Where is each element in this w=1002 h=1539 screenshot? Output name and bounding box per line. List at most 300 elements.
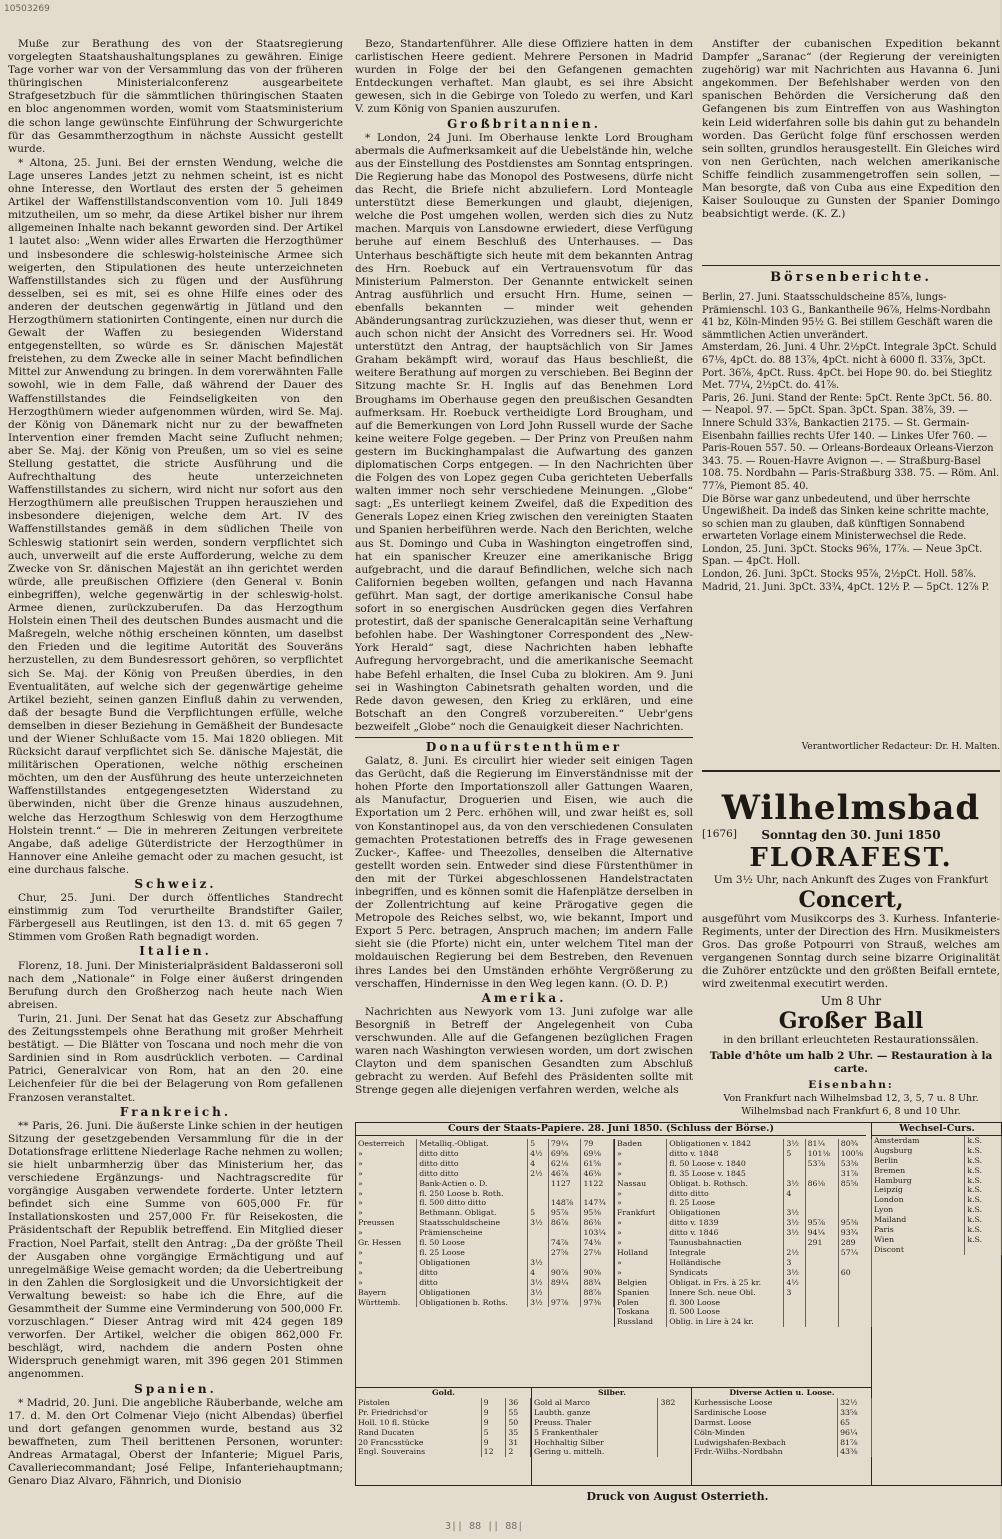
stock-report: London, 26. Juni. 3pCt. Stocks 95⅞, 2½pCt. Holl. 58⅞. xyxy=(702,569,977,581)
table-cell xyxy=(581,1189,614,1199)
table-cell: 46⅜ xyxy=(581,1169,614,1179)
table-cell: 86⅛ xyxy=(805,1179,838,1189)
table-cell: 90⅞ xyxy=(548,1268,581,1278)
table-cell: 2 xyxy=(506,1447,531,1457)
table-cell: 3½ xyxy=(528,1288,549,1298)
table-cell: 3½ xyxy=(528,1218,549,1228)
table-cell: 65 xyxy=(838,1418,872,1428)
table-row xyxy=(615,1307,872,1317)
table-cell: Cöln-Minden xyxy=(692,1428,838,1438)
table-row xyxy=(356,1189,614,1199)
table-row xyxy=(356,1238,614,1248)
table-cell: » xyxy=(356,1149,417,1159)
table-cell: 69⅛ xyxy=(581,1149,614,1159)
table-cell: Bayern xyxy=(356,1288,417,1298)
table-row xyxy=(356,1288,614,1298)
table-cell: 88¾ xyxy=(581,1278,614,1288)
table-row xyxy=(356,1208,614,1218)
ad-number: [1676] xyxy=(702,828,737,840)
table-cell: Holländische xyxy=(667,1258,784,1268)
table-cell xyxy=(805,1307,838,1317)
table-row xyxy=(872,1185,1002,1195)
table-cell: 60 xyxy=(838,1268,871,1278)
table-row xyxy=(872,1235,1002,1245)
table-row xyxy=(356,1408,531,1418)
table-row xyxy=(872,1205,1002,1215)
table-cell: Nassau xyxy=(615,1179,667,1189)
table-cell: » xyxy=(356,1159,417,1169)
table-cell: 53⅜ xyxy=(838,1159,871,1169)
table-cell: Obligationen xyxy=(667,1208,784,1218)
silver-table xyxy=(532,1398,692,1457)
table-cell: k.S. xyxy=(965,1146,1002,1156)
table-row xyxy=(356,1179,614,1189)
table-cell: 53⅞ xyxy=(805,1159,838,1169)
article-paragraph: Florenz, 18. Juni. Der Ministerialpräsident Baldasseroni soll nach dem „Nationale“ in Folge einer äußerst dringenden Berufung durch den Großherzog nach heute nach Wien abreisen. xyxy=(8,959,343,1011)
table-cell: Amsterdam xyxy=(872,1136,965,1146)
table-cell: 89¼ xyxy=(548,1278,581,1288)
table-row xyxy=(615,1159,872,1169)
table-row xyxy=(872,1195,1002,1205)
column-2 xyxy=(355,38,693,1097)
table-row xyxy=(615,1268,872,1278)
table-cell: 2½ xyxy=(784,1248,805,1258)
table-row xyxy=(532,1438,692,1448)
table-row xyxy=(356,1159,614,1169)
ad-concert: Concert, xyxy=(798,887,904,913)
table-cell xyxy=(784,1238,805,1248)
table-cell: 93¾ xyxy=(838,1228,871,1238)
table-cell: Bethmann. Obligat. xyxy=(417,1208,528,1218)
table-row xyxy=(615,1149,872,1159)
table-cell: » xyxy=(356,1278,417,1288)
table-row xyxy=(615,1169,872,1179)
table-cell: fl. 25 Loose xyxy=(417,1248,528,1258)
table-cell: Bank-Actien o. D. xyxy=(417,1179,528,1189)
ad-table: Table d'hôte um halb 2 Uhr. — Restauration à la carte. xyxy=(709,1050,993,1075)
table-row xyxy=(356,1139,614,1149)
table-cell xyxy=(548,1228,581,1238)
table-cell xyxy=(838,1288,871,1298)
silver-title: Silber. xyxy=(597,1388,627,1397)
silver-section xyxy=(531,1388,692,1486)
table-cell: 289 xyxy=(838,1238,871,1248)
table-cell: 97⅞ xyxy=(548,1298,581,1308)
table-cell: k.S. xyxy=(965,1156,1002,1166)
ad-time2: Um 8 Uhr xyxy=(820,994,882,1008)
table-row xyxy=(356,1438,531,1448)
table-cell: fl. 500 ditto ditto xyxy=(417,1198,528,1208)
table-row xyxy=(615,1278,872,1288)
table-cell xyxy=(658,1438,692,1448)
divider xyxy=(355,737,693,738)
table-row xyxy=(356,1278,614,1288)
table-row xyxy=(692,1438,872,1448)
table-row xyxy=(356,1218,614,1228)
section-heading: Börsenberichte. xyxy=(770,270,932,285)
table-cell: 95⅞ xyxy=(805,1218,838,1228)
table-cell: Paris xyxy=(872,1225,965,1235)
table-row xyxy=(872,1166,1002,1176)
stock-report: Madrid, 21. Juni. 3pCt. 33¾, 4pCt. 12½ P. — 5pCt. 12⅞ P. xyxy=(702,581,990,593)
table-cell: fl. 500 Loose xyxy=(667,1307,784,1317)
table-cell: 148⅞ xyxy=(548,1198,581,1208)
table-row xyxy=(356,1149,614,1159)
securities-table xyxy=(356,1139,614,1307)
table-row xyxy=(615,1228,872,1238)
table-cell xyxy=(784,1317,805,1327)
table-cell: 5 Frankenthaler xyxy=(532,1428,658,1438)
article-paragraph: Galatz, 8. Juni. Es circulirt hier wieder seit einigen Tagen das Gerücht, daß die Regierung im Einverständnisse mit der hohen Pforte den Importationszoll aller Gattungen Waaren, als Manufactur, Droguerien und Eisen, wie auch die Exportation um 2 Perc. erhöhen will, und zwar heißt es, soll von Konstantinopel aus, da von den verschiedenen Consulaten gemachten Protestationen betreffs des in Frage gewesenen Zucker-, Kaffee- und Theezolles, denselben die Alternative gestellt worden sein. Entweder sind diese Fürstenthümer in den mit der Türkei abgeschlossenen Handelstractaten inbegriffen, und es können somit die Hafenplätze derselben in der Zollentrichtung auf keine Prärogative gegen die Metropole des Reiches selbst, wo, wie bekannt, Import und Export 5 Perc. betragen, Anspruch machen; im andern Falle sieht sie (die Pforte) nicht ein, unter welchem Titel man der moldauischen Regierung bei dem Bestreben, den Revenuen ihres Landes bei den Umständen erhöhte Vergrößerung zu verschaffen, Hindernisse in den Weg legen kann. (O. D. P.) xyxy=(355,755,693,990)
table-cell: 94¼ xyxy=(805,1228,838,1238)
table-cell xyxy=(658,1428,692,1438)
table-row xyxy=(356,1248,614,1258)
table-row xyxy=(356,1298,614,1308)
stock-report: London, 25. Juni. 3pCt. Stocks 96⅝, 17⅞. — Neue 3pCt. Span. — 4pCt. Holl. xyxy=(702,543,983,568)
table-cell: Russland xyxy=(615,1317,667,1327)
table-cell xyxy=(805,1298,838,1308)
table-cell: 3½ xyxy=(784,1268,805,1278)
page-id: 10503269 xyxy=(4,4,50,14)
table-cell: Spanien xyxy=(615,1288,667,1298)
ad-time: Um 3½ Uhr, nach Ankunft des Zuges von Frankfurt xyxy=(713,874,989,886)
table-cell xyxy=(548,1189,581,1199)
table-cell: k.S. xyxy=(965,1195,1002,1205)
table-cell: 79 xyxy=(581,1139,614,1149)
table-cell: 382 xyxy=(658,1398,692,1408)
table-cell: fl. 300 Loose xyxy=(667,1298,784,1308)
table-cell: » xyxy=(615,1218,667,1228)
table-cell: 33⅝ xyxy=(838,1408,872,1418)
table-row xyxy=(872,1156,1002,1166)
table-cell xyxy=(805,1189,838,1199)
table-cell xyxy=(805,1198,838,1208)
table-cell: 74⅜ xyxy=(581,1238,614,1248)
table-cell: 9 xyxy=(481,1398,506,1408)
table-cell: 61⅝ xyxy=(581,1159,614,1169)
table-row xyxy=(615,1238,872,1248)
stock-report: Berlin, 27. Juni. Staatsschuldscheine 85⅞, lungs-Prämienschl. 103 G., Bankantheile 96⅞, Helms-Nordbahn 41 bz, Köln-Minden 95½ G. Bei stillem Geschäft waren die sämmtlichen Actien unverändert. xyxy=(702,292,993,341)
table-cell: 5 xyxy=(528,1139,549,1149)
table-cell: 3 xyxy=(784,1288,805,1298)
table-cell: Wien xyxy=(872,1235,965,1245)
table-cell: ditto v. 1839 xyxy=(667,1218,784,1228)
table-cell: » xyxy=(615,1238,667,1248)
table-cell: 95⅞ xyxy=(548,1208,581,1218)
table-cell xyxy=(838,1258,871,1268)
table-cell: 55 xyxy=(506,1408,531,1418)
table-cell: Gr. Hessen xyxy=(356,1238,417,1248)
table-cell: 4 xyxy=(528,1159,549,1169)
table-cell: 69⅝ xyxy=(548,1149,581,1159)
ad-rail: Von Frankfurt nach Wilhelmsbad 12, 3, 5, 7 u. 8 Uhr. xyxy=(723,1093,979,1104)
table-cell: Prämienscheine xyxy=(417,1228,528,1238)
table-cell: Lyon xyxy=(872,1205,965,1215)
table-cell: k.S. xyxy=(965,1235,1002,1245)
table-cell: Ludwigshafen-Bexbach xyxy=(692,1438,838,1448)
exchange-table xyxy=(872,1136,1002,1255)
table-cell: 50 xyxy=(506,1418,531,1428)
table-row xyxy=(615,1198,872,1208)
table-row xyxy=(872,1245,1002,1255)
table-cell: » xyxy=(356,1208,417,1218)
table-cell: 31⅞ xyxy=(838,1169,871,1179)
table-cell: ditto xyxy=(417,1268,528,1278)
table-cell: 4 xyxy=(784,1189,805,1199)
table-cell: 5 xyxy=(784,1149,805,1159)
table-cell: 5 xyxy=(481,1428,506,1438)
table-cell xyxy=(805,1268,838,1278)
table-cell: » xyxy=(356,1198,417,1208)
table-cell: 3 xyxy=(784,1258,805,1268)
barcode-label: 3|| 88 || 88| xyxy=(445,1521,524,1532)
gold-table xyxy=(356,1398,531,1457)
ad-rail: Wilhelmsbad nach Frankfurt 6, 8 und 10 Uhr. xyxy=(741,1106,961,1117)
table-cell xyxy=(805,1169,838,1179)
table-cell: » xyxy=(356,1179,417,1189)
article-paragraph: Bezo, Standartenführer. Alle diese Offiziere hatten in dem carlistischen Heere gedient. Mehrere Personen in Madrid wurden in Folge der bei den Gefangenen gemachten Entdeckungen verhaftet. Man glaubt, es sei ihre Absicht gewesen, sich in die Gebirge von Toledo zu werfen, und Karl V. zum König von Spanien auszurufen. xyxy=(355,38,693,116)
table-row xyxy=(872,1176,1002,1186)
table-cell: Rand Ducaten xyxy=(356,1428,481,1438)
table-cell xyxy=(838,1198,871,1208)
table-cell: Berlin xyxy=(872,1156,965,1166)
table-cell: 74⅞ xyxy=(548,1238,581,1248)
ad-ball: Großer Ball xyxy=(778,1008,924,1034)
table-cell: Mailand xyxy=(872,1215,965,1225)
table-cell: Sardinische Loose xyxy=(692,1408,838,1418)
table-row xyxy=(532,1398,692,1408)
securities-table xyxy=(615,1139,872,1327)
table-cell: Baden xyxy=(615,1139,667,1149)
table-cell: Pr. Friedrichsd'or xyxy=(356,1408,481,1418)
table-cell: Holl. 10 fl. Stücke xyxy=(356,1418,481,1428)
table-cell: 9 xyxy=(481,1418,506,1428)
table-cell: k.S. xyxy=(965,1185,1002,1195)
table-cell: Frdr.-Wilhs.-Nordbahn xyxy=(692,1447,838,1457)
gold-section xyxy=(356,1388,531,1457)
table-row xyxy=(532,1428,692,1438)
table-cell: 9 xyxy=(481,1408,506,1418)
table-cell: 81⅞ xyxy=(838,1438,872,1448)
table-cell: Toskana xyxy=(615,1307,667,1317)
table-cell: 4½ xyxy=(528,1149,549,1159)
table-cell: 291 xyxy=(805,1238,838,1248)
section-heading: Spanien. xyxy=(134,1381,217,1396)
stock-price-table xyxy=(355,1122,1002,1486)
table-cell xyxy=(838,1278,871,1288)
table-cell: 1127 xyxy=(548,1179,581,1189)
table-cell: 101⅛ xyxy=(805,1149,838,1159)
table-cell: ditto v. 1848 xyxy=(667,1149,784,1159)
exchange-rates xyxy=(871,1123,1002,1485)
table-row xyxy=(872,1225,1002,1235)
table-cell: Darmst. Loose xyxy=(692,1418,838,1428)
table-cell: 27⅝ xyxy=(548,1248,581,1258)
table-cell: 43⅜ xyxy=(838,1447,872,1457)
table-row xyxy=(356,1198,614,1208)
table-cell: Belgien xyxy=(615,1278,667,1288)
table-cell: 79¼ xyxy=(548,1139,581,1149)
ad-rail-head: Eisenbahn: xyxy=(808,1079,894,1091)
table-row xyxy=(356,1428,531,1438)
diverse-table xyxy=(692,1398,872,1457)
table-cell: 12 xyxy=(481,1447,506,1457)
table-row xyxy=(692,1428,872,1438)
column-3 xyxy=(702,38,1000,268)
table-cell: » xyxy=(615,1228,667,1238)
table-cell xyxy=(838,1208,871,1218)
table-cell: 32½ xyxy=(838,1398,872,1408)
table-title: Cours der Staats-Papiere. 28. Juni 1850. (Schluss der Börse.) xyxy=(356,1123,866,1136)
table-cell: 3½ xyxy=(528,1258,549,1268)
table-cell xyxy=(838,1189,871,1199)
table-cell: k.S. xyxy=(965,1205,1002,1215)
table-cell: » xyxy=(615,1258,667,1268)
table-cell: 46⅞ xyxy=(548,1169,581,1179)
table-cell: Gering u. mittelh. xyxy=(532,1447,658,1457)
ad-title: Wilhelmsbad xyxy=(721,788,981,828)
table-cell xyxy=(528,1238,549,1248)
table-cell: ditto ditto xyxy=(667,1189,784,1199)
table-cell: k.S. xyxy=(965,1136,1002,1146)
table-row xyxy=(615,1258,872,1268)
table-cell: Hamburg xyxy=(872,1176,965,1186)
table-cell: Obligationen v. 1842 xyxy=(667,1139,784,1149)
ad-ball-sub: in den brillant erleuchteten Restaurationssälen. xyxy=(723,1034,979,1046)
table-row xyxy=(356,1447,531,1457)
section-heading: Donaufürstenthümer xyxy=(425,739,623,754)
table-cell: 3½ xyxy=(528,1278,549,1288)
table-cell: Obligat. in Frs. à 25 kr. xyxy=(667,1278,784,1288)
diverse-title: Diverse Actien u. Loose. xyxy=(729,1388,835,1397)
table-row xyxy=(532,1447,692,1457)
table-cell: Hochhaltig Silber xyxy=(532,1438,658,1448)
table-cell: 100⅝ xyxy=(838,1149,871,1159)
table-row xyxy=(872,1136,1002,1146)
table-cell xyxy=(784,1169,805,1179)
table-cell: » xyxy=(356,1268,417,1278)
table-cell: 86⅞ xyxy=(548,1218,581,1228)
table-cell: ditto ditto xyxy=(417,1149,528,1159)
table-cell xyxy=(658,1418,692,1428)
section-heading: Italien. xyxy=(139,944,212,959)
table-cell: Polen xyxy=(615,1298,667,1308)
table-row xyxy=(872,1146,1002,1156)
table-cell: k.S. xyxy=(965,1166,1002,1176)
table-cell: k.S. xyxy=(965,1215,1002,1225)
table-cell: Württemb. xyxy=(356,1298,417,1308)
table-cell: London xyxy=(872,1195,965,1205)
table-row xyxy=(615,1288,872,1298)
table-cell: 62⅛ xyxy=(548,1159,581,1169)
table-cell: Taunusbahnactien xyxy=(667,1238,784,1248)
table-cell: 1122 xyxy=(581,1179,614,1189)
table-cell: 86⅜ xyxy=(581,1218,614,1228)
table-cell: ditto xyxy=(417,1278,528,1288)
table-cell xyxy=(548,1288,581,1298)
table-cell: Obligationen b. Roths. xyxy=(417,1298,528,1308)
diverse-section xyxy=(691,1388,872,1486)
section-heading: Schweiz. xyxy=(134,877,217,891)
table-cell: 35 xyxy=(506,1428,531,1438)
table-cell: Staatsschuldscheine xyxy=(417,1218,528,1228)
table-cell: 3½ xyxy=(528,1298,549,1308)
table-cell: 9 xyxy=(481,1438,506,1448)
article-paragraph: ** Paris, 26. Juni. Die äußerste Linke schien in der heutigen Sitzung der gesetzgebenden Versammlung für die in der Dotationsfrage erlittene Niederlage Rache nehmen zu wollen; sie hielt unbarmherzig über das Ministerium her, das verschiedene Ergänzungs- und Nachtragscredite für vorgängige Ausgaben verwendete forderte. Unter letztern befindet sich eine Summe von 605,000 Fr. für Installationskosten und 257,000 Fr. für Reisekosten, die Präsidentschaft der Republik betreffend. Ein Mitglied dieser Fraction, Noel Parfait, stellt den Antrag: „Da der größte Theil der Ausgaben ohne vorgängige Ermächtigung und auf unregelmäßige Weise gemacht worden; da die Uebertreibung in den Zahlen die Sorglosigkeit und die Unvorsichtigkeit der Verwaltung beweist: so habe ich die Ehre, auf die Gesammtheit der Summe eine Verminderung von 500,000 Fr. vorzuschlagen.“ Dieser Antrag wird mit 424 gegen 189 verworfen. Der Artikel, welcher die obigen 862,000 Fr. beschlägt, wird, nachdem die andern Posten ohne Widerspruch genehmigt waren, mit 396 gegen 201 Stimmen angenommen. xyxy=(8,1119,343,1381)
table-cell xyxy=(784,1307,805,1317)
divider xyxy=(702,265,1000,266)
table-row xyxy=(692,1447,872,1457)
table-cell: Discont xyxy=(872,1245,965,1255)
table-row xyxy=(532,1408,692,1418)
table-cell: Laubth. ganze xyxy=(532,1408,658,1418)
table-cell: 97⅜ xyxy=(581,1298,614,1308)
table-row xyxy=(615,1179,872,1189)
table-cell: fl. 50 Loose v. 1840 xyxy=(667,1159,784,1169)
table-cell xyxy=(528,1179,549,1189)
table-cell xyxy=(838,1298,871,1308)
table-cell: 95⅜ xyxy=(838,1218,871,1228)
table-cell: 27⅛ xyxy=(581,1248,614,1258)
table-cell: 20 Francsstücke xyxy=(356,1438,481,1448)
table-cell: 57¼ xyxy=(838,1248,871,1258)
table-cell xyxy=(581,1258,614,1268)
article-paragraph: Nachrichten aus Newyork vom 13. Juni zufolge war alle Besorgniß in Betreff der Angelegenheit von Cuba verschwunden. Alle auf die Gefangenen bezüglichen Fragen waren nach Washington verwiesen worden, um dort zwischen Clayton und dem spanischen Gesandten zum Abschluß gebracht zu werden. Auf Befehl des Präsidenten sollte mit Strenge gegen alle diejenigen verfahren werden, welche als xyxy=(355,1005,693,1097)
table-cell: Preussen xyxy=(356,1218,417,1228)
table-cell xyxy=(805,1208,838,1218)
column-1 xyxy=(8,38,343,1488)
table-cell: ditto v. 1846 xyxy=(667,1228,784,1238)
table-cell: 36 xyxy=(506,1398,531,1408)
table-cell: 103¼ xyxy=(581,1228,614,1238)
table-cell: » xyxy=(615,1169,667,1179)
table-cell: Oesterreich xyxy=(356,1139,417,1149)
stock-report: Die Börse war ganz unbedeutend, und über herrschte Ungewißheit. Da indeß das Sinken keine schritte machte, so schien man zu glauben, daß künftigen Sonnabend erwarteten Vorlage einem Ministerwechsel die Rede. xyxy=(702,493,989,543)
table-cell: 95⅜ xyxy=(581,1208,614,1218)
table-cell: Syndicats xyxy=(667,1268,784,1278)
section-heading: Amerika. xyxy=(481,990,567,1005)
table-cell: fl. 250 Loose b. Roth. xyxy=(417,1189,528,1199)
table-cell: fl. 35 Loose v. 1845 xyxy=(667,1169,784,1179)
table-cell: 2½ xyxy=(528,1169,549,1179)
table-cell: Metalliq.-Obligat. xyxy=(417,1139,528,1149)
stock-report: Amsterdam, 26. Juni. 4 Uhr. 2½pCt. Integrale 3pCt. Schuld 67⅛, 4pCt. do. 88 13⅞, 4pCt. nicht à 6000 fl. 33⅞, 3pCt. Port. 36⅞, 4pCt. Russ. 4pCt. bei Hope 90. do. bei Stieglitz Met. 77¼, 2½pCt. do. 41⅞. xyxy=(702,342,997,392)
table-cell: 85⅝ xyxy=(838,1179,871,1189)
table-cell xyxy=(528,1248,549,1258)
table-cell: Preuss. Thaler xyxy=(532,1418,658,1428)
table-row xyxy=(615,1208,872,1218)
table-cell xyxy=(528,1189,549,1199)
table-cell xyxy=(805,1248,838,1258)
table-cell: » xyxy=(356,1248,417,1258)
table-cell xyxy=(805,1258,838,1268)
table-cell: » xyxy=(615,1189,667,1199)
table-row xyxy=(356,1228,614,1238)
table-cell: 3½ xyxy=(784,1179,805,1189)
ad-date: Sonntag den 30. Juni 1850 xyxy=(761,828,941,842)
table-cell: ditto ditto xyxy=(417,1169,528,1179)
article-paragraph: Muße zur Berathung des von der Staatsregierung vorgelegten Staatshaushaltungsplanes zu gewähren. Einige Tage vorher war von der Versammlung das von der früheren thüringischen Ministerialconferenz ausgearbeitete Strafgesetzbuch für die sämmtlichen thüringischen Staaten en bloc angenommen worden, womit vom Staatsministerium die schon lange gewünschte Einführung der Schwurgerichte für das Gesammtherzogthum in nächste Aussicht gestellt wurde. xyxy=(8,38,343,155)
table-cell: 3½ xyxy=(784,1228,805,1238)
table-cell: Bremen xyxy=(872,1166,965,1176)
table-cell: fl. 50 Loose xyxy=(417,1238,528,1248)
table-row xyxy=(692,1398,872,1408)
article-paragraph: * Altona, 25. Juni. Bei der ernsten Wendung, welche die Lage unseres Landes jetzt zu nehmen scheint, ist es nicht ohne Interesse, den Wortlaut des ersten der 5 geheimen Artikel der Waffenstillstandsconvention vom 10. Juli 1849 mitzutheilen, um so mehr, da diese Artikel bisher nur ihrem allgemeinen Inhalte nach bekannt geworden sind. Der Artikel 1 lautet also: „Wenn wider alles Erwarten die Herzogthümer und insbesondere die schleswig-holsteinische Armee sich weigerten, den Stipulationen des heute unterzeichneten Waffenstillstandes sich zu fügen und der Ausführung desselben, sei es mit, sei es ohne Hilfe eines oder des anderen der deutschen gegenwärtig in Jütland und den Herzogthümern stationirten Contingente, einen nur durch die Gewalt der Waffen zu besiegenden Widerstand entgegenstellten, so würde es Sr. dänischen Majestät freistehen, zu dem Zwecke alle in seiner Macht befindlichen Mittel zur Anwendung zu bringen. In dem vorerwähnten Falle sowohl, wie in dem Falle, daß während der Dauer des Waffenstillstandes die Feindseligkeiten von den Herzogthümern wieder aufgenommen würden, wird Se. Maj. der König von Dänemark nicht nur zu der bewaffneten Intervention einer fremden Macht seine Zuflucht nehmen; aber Se. Maj. der König von Preußen, um so viel es seine Stellung gestattet, die stricte Ausführung und die Aufrechthaltung des heute unterzeichneten Waffenstillstandes zu sichern, wird nicht nur sofort aus den Herzogthümern alle preußischen Truppen herausziehen und insbesondere diejenigen, welche dem Art. IV des Waffenstillstandes gemäß in dem südlichen Theile von Schleswig stationirt sein werden, sondern verpflichtet sich auch, unverweilt auf die erste Aufforderung, welche zu dem Zwecke von Sr. dänischen Majestät an ihn gerichtet werden würde, alle preußischen Offiziere (den General v. Bonin einbegriffen), welche gegenwärtig in der schleswig-holst. Armee dienen, zurückzuberufen. Da das Herzogthum Holstein einen Theil des deutschen Bundes ausmacht und die Maßregeln, welche nöthig erscheinen könnten, um daselbst den Frieden und die legitime Autorität des Souveräns herzustellen, zu dem Bundesressort gehören, so verpflichtet sich Se. Maj. der König von Preußen überdies, in den Eventualitäten, auf welche sich der gegenwärtige geheime Artikel bezieht, seinen ganzen Einfluß dahin zu verwenden, daß der besagte Bund die Verpflichtungen erfülle, welche demselben in dieser Beziehung in Gemäßheit der Bundesacte und der Wiener Schlußacte vom 15. Mai 1820 obliegen. Mit Rücksicht darauf verpflichtet sich Se. dänische Majestät, die militärischen Operationen, welche nöthig erscheinen möchten, um den der Ausführung des heute unterzeichneten Waffenstillstandes entgegengesetzten Widerstand zu überwinden, nicht über die Grenze hinaus auszudehnen, welche das Herzogthum Schleswig von dem Herzogthume Holstein trennt.“ — Die in mehreren Zeitungen verbreitete Angabe, daß adelige Güterdistricte der Herzogthümer in Hannover eine Anleihe gemacht oder zu machen gesucht, ist eine durchaus falsche. xyxy=(8,156,343,876)
table-row xyxy=(532,1418,692,1428)
table-cell: ditto ditto xyxy=(417,1159,528,1169)
gold-title: Gold. xyxy=(432,1388,455,1397)
table-cell xyxy=(528,1198,549,1208)
